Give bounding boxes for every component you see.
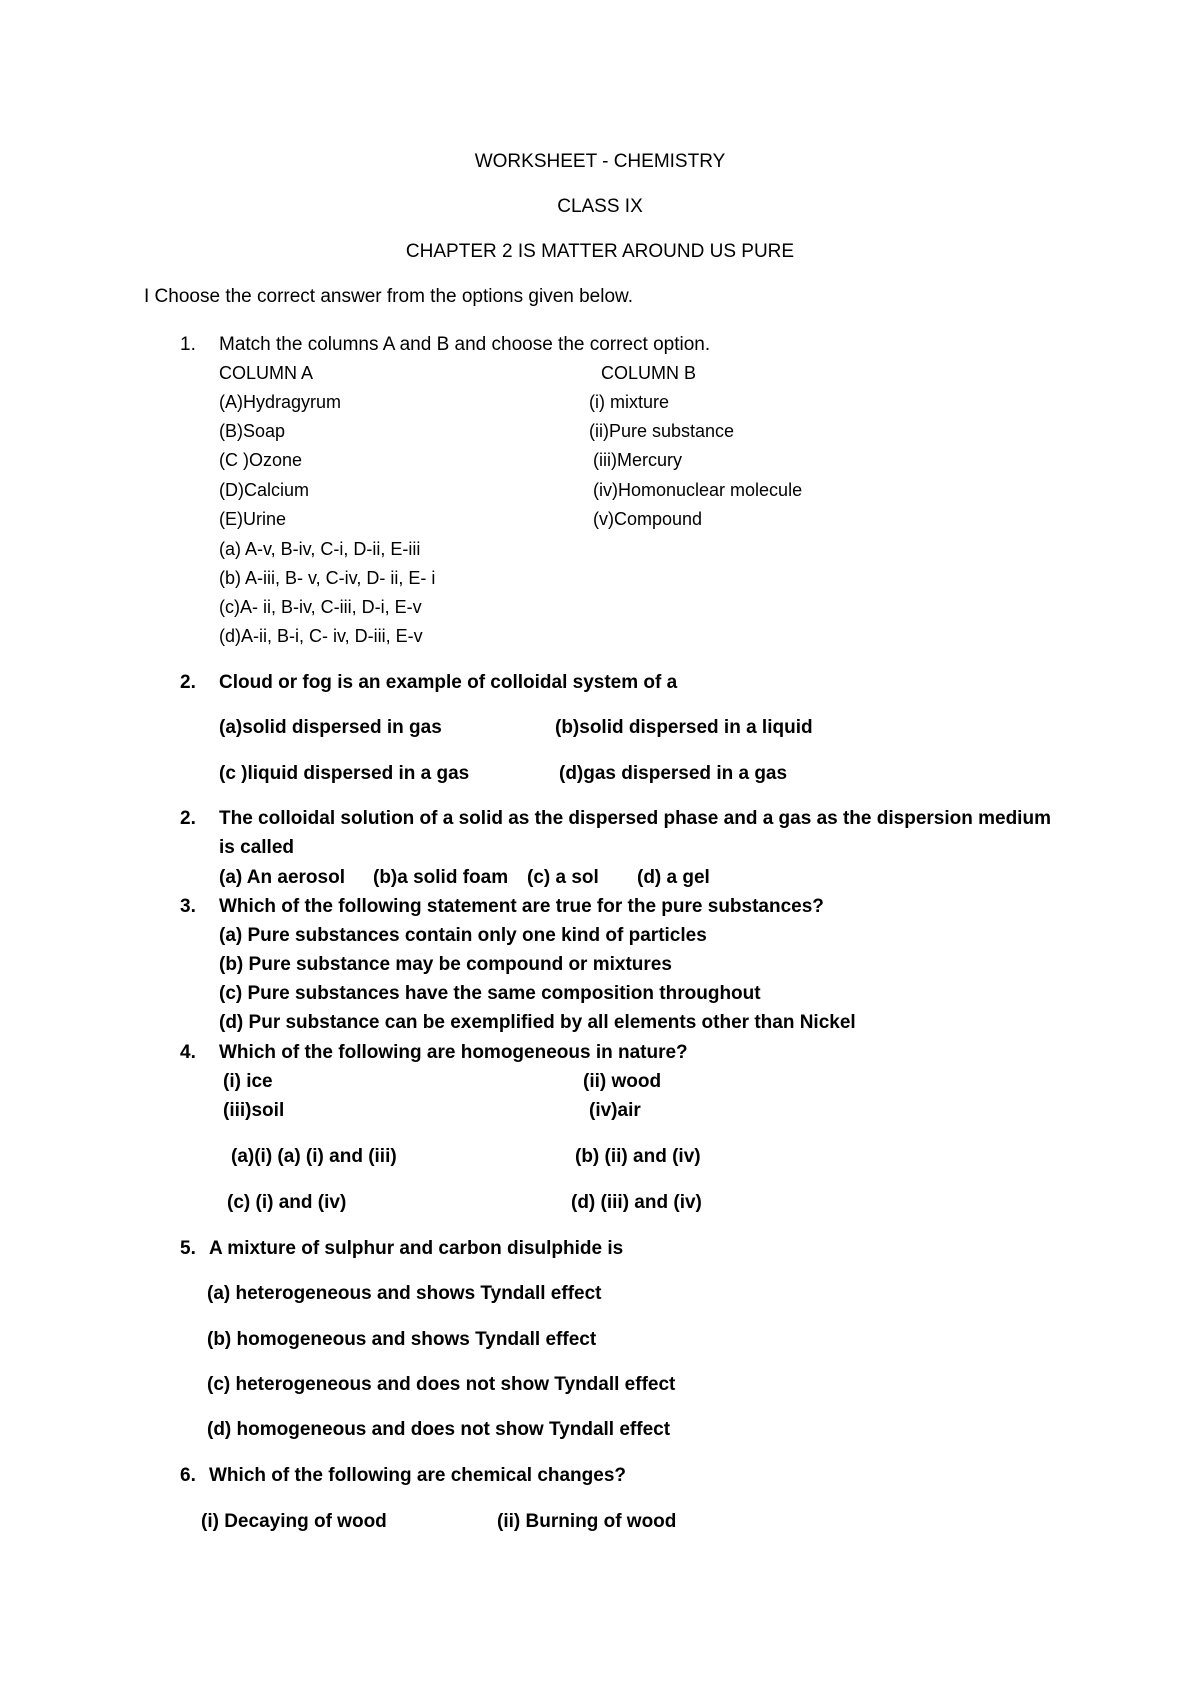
answer-option: (d)gas dispersed in a gas — [559, 763, 788, 784]
answer-option: (d) a gel — [637, 867, 710, 888]
answer-option: (d) homogeneous and does not show Tyndall effect — [207, 1419, 671, 1440]
question-text: Which of the following statement are true for the pure substances? — [219, 896, 824, 917]
question-text: A mixture of sulphur and carbon disulphide is — [209, 1238, 624, 1259]
answer-option: (b) homogeneous and shows Tyndall effect — [207, 1329, 597, 1350]
question-number: 3. — [180, 896, 196, 917]
answer-option: (d)A-ii, B-i, C- iv, D-iii, E-v — [219, 626, 423, 646]
class-label: CLASS IX — [557, 196, 643, 217]
column-a-item: (D)Calcium — [219, 480, 309, 500]
question-text: Cloud or fog is an example of colloidal system of a — [219, 672, 678, 693]
list-item: (ii) wood — [583, 1071, 662, 1092]
column-b-item: (iv)Homonuclear molecule — [593, 480, 803, 500]
question-text: Which of the following are chemical changes? — [209, 1465, 627, 1486]
column-a-item: (E)Urine — [219, 509, 287, 529]
answer-option: (b) A-iii, B- v, C-iv, D- ii, E- i — [219, 568, 436, 588]
question-text: Which of the following are homogeneous in nature? — [219, 1042, 688, 1063]
answer-option: (d) Pur substance can be exemplified by all elements other than Nickel — [219, 1012, 856, 1033]
question-number: 2. — [180, 808, 196, 829]
answer-option: (b) (ii) and (iv) — [575, 1146, 701, 1167]
list-item: (i) ice — [223, 1071, 273, 1092]
answer-option: (b)solid dispersed in a liquid — [555, 717, 813, 738]
worksheet-title: WORKSHEET - CHEMISTRY — [474, 151, 726, 172]
answer-option: (c) Pure substances have the same composition throughout — [219, 983, 761, 1004]
column-b-item: (v)Compound — [593, 509, 703, 529]
column-a-item: (B)Soap — [219, 421, 286, 441]
column-b-heading: COLUMN B — [601, 363, 697, 383]
answer-option: (c) heterogeneous and does not show Tyndall effect — [207, 1374, 676, 1395]
list-item: (ii) Burning of wood — [497, 1511, 677, 1532]
instruction: I Choose the correct answer from the options given below. — [144, 286, 633, 307]
answer-option: (c)A- ii, B-iv, C-iii, D-i, E-v — [219, 597, 422, 617]
question-text: The colloidal solution of a solid as the dispersed phase and a gas as the dispersion medium — [219, 808, 1051, 829]
question-text-continued: is called — [219, 837, 294, 858]
list-item: (iii)soil — [223, 1100, 285, 1121]
chapter-title: CHAPTER 2 IS MATTER AROUND US PURE — [405, 241, 795, 262]
question-number: 5. — [180, 1238, 196, 1259]
answer-option: (b)a solid foam — [373, 867, 509, 888]
answer-option: (a)solid dispersed in gas — [219, 717, 442, 738]
list-item: (iv)air — [589, 1100, 641, 1121]
answer-option: (c )liquid dispersed in a gas — [219, 763, 470, 784]
answer-option: (b) Pure substance may be compound or mixtures — [219, 954, 672, 975]
answer-option: (a)(i) (a) (i) and (iii) — [231, 1146, 397, 1167]
column-a-item: (C )Ozone — [219, 450, 303, 470]
column-a-item: (A)Hydragyrum — [219, 392, 342, 412]
question-number: 1. — [180, 334, 196, 355]
list-item: (i) Decaying of wood — [201, 1511, 387, 1532]
question-number: 4. — [180, 1042, 196, 1063]
column-b-item: (ii)Pure substance — [589, 421, 735, 441]
question-number: 2. — [180, 672, 196, 693]
column-a-heading: COLUMN A — [219, 363, 314, 383]
column-b-item: (i) mixture — [589, 392, 669, 412]
answer-option: (a) Pure substances contain only one kind of particles — [219, 925, 707, 946]
answer-option: (d) (iii) and (iv) — [571, 1192, 702, 1213]
answer-option: (c) (i) and (iv) — [227, 1192, 347, 1213]
answer-option: (a) An aerosol — [219, 867, 345, 888]
question-text: Match the columns A and B and choose the correct option. — [219, 334, 711, 355]
answer-option: (a) heterogeneous and shows Tyndall effect — [207, 1283, 602, 1304]
question-number: 6. — [180, 1465, 196, 1486]
answer-option: (a) A-v, B-iv, C-i, D-ii, E-iii — [219, 539, 421, 559]
column-b-item: (iii)Mercury — [593, 450, 682, 470]
answer-option: (c) a sol — [527, 867, 599, 888]
